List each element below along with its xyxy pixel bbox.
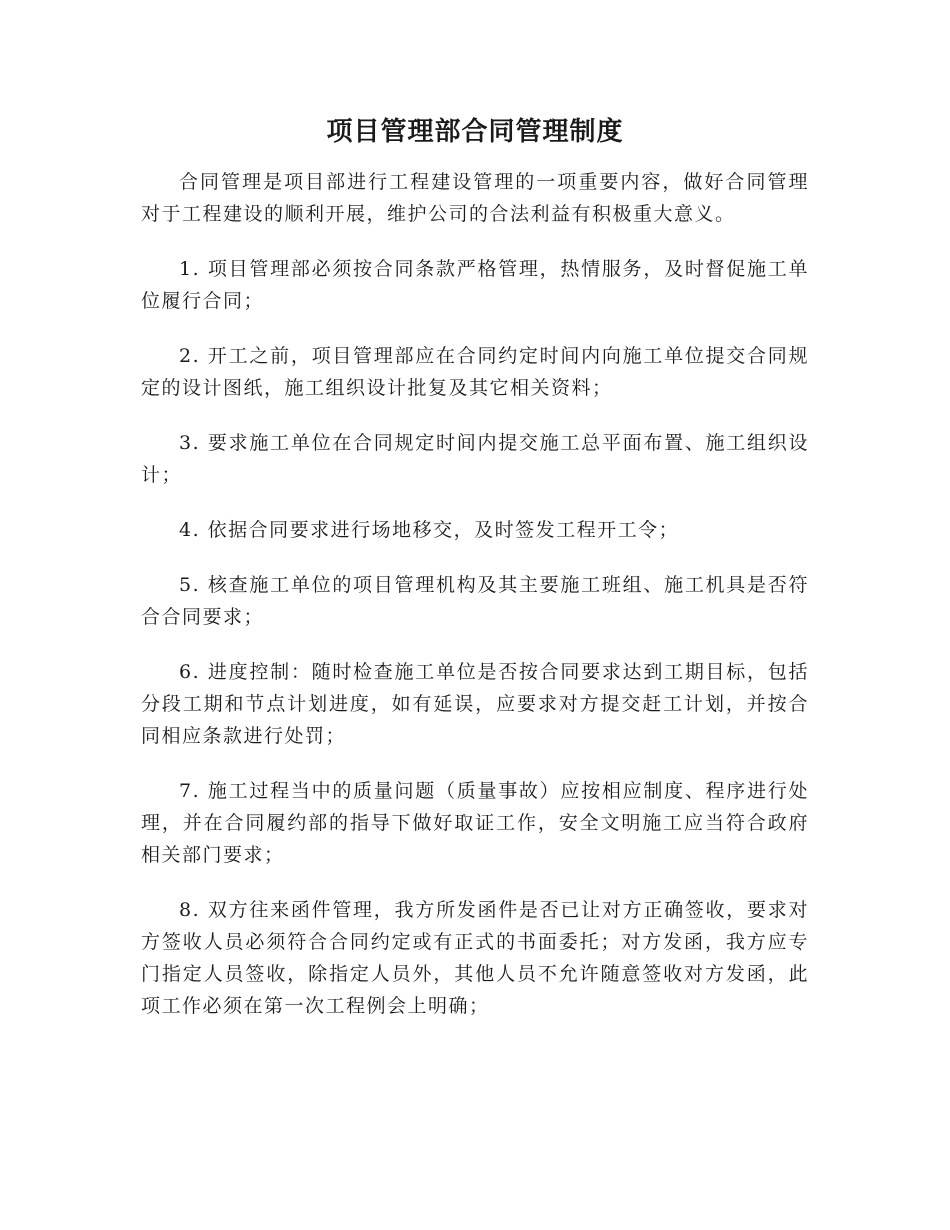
document-body: [141, 166, 809, 1045]
document-title: 项目管理部合同管理制度: [326, 117, 624, 147]
clause-1: 1. 项目管理部必须按合同条款严格管理，热情服务，及时督促施工单位履行合同；: [141, 258, 809, 312]
clause-5: 5. 核查施工单位的项目管理机构及其主要施工班组、施工机具是否符合合同要求；: [141, 574, 809, 628]
clause-4: 4. 依据合同要求进行场地移交，及时签发工程开工令；: [179, 519, 680, 541]
clause-8: 8. 双方往来函件管理，我方所发函件是否已让对方正确签收，要求对方签收人员必须符合合同约定或有正式的书面委托；对方发函，我方应专门指定人员签收，除指定人员外，其他人员不允许随意签收对方发函，此项工作必须在第一次工程例会上明确；: [141, 899, 809, 1017]
clause-6: 6. 进度控制：随时检查施工单位是否按合同要求达到工期目标，包括分段工期和节点计划进度，如有延误，应要求对方提交赶工计划，并按合同相应条款进行处罚；: [141, 661, 809, 747]
clause-2: 2. 开工之前，项目管理部应在合同约定时间内向施工单位提交合同规定的设计图纸，施工组织设计批复及其它相关资料；: [141, 345, 809, 399]
intro-paragraph: 合同管理是项目部进行工程建设管理的一项重要内容，做好合同管理对于工程建设的顺利开展，维护公司的合法利益有积极重大意义。: [141, 171, 809, 225]
clause-7: 7. 施工过程当中的质量问题（质量事故）应按相应制度、程序进行处理，并在合同履约部的指导下做好取证工作，安全文明施工应当符合政府相关部门要求；: [141, 780, 809, 866]
clause-3: 3. 要求施工单位在合同规定时间内提交施工总平面布置、施工组织设计；: [141, 432, 809, 486]
